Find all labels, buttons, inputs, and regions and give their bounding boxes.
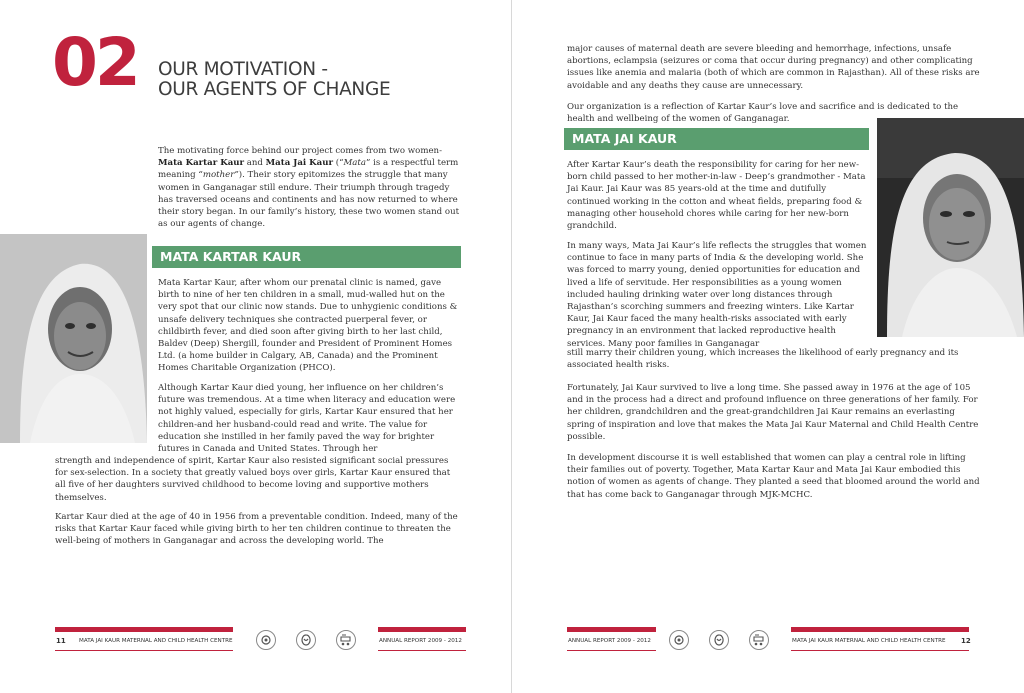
footer-rule-left <box>55 650 233 651</box>
jai-kaur-paragraph-3: Fortunately, Jai Kaur survived to live a long time. She passed away in 1976 at the age of 105 and in the process had a direct and profound influence on three generations of her family. For her children, grandchildren and the great-grandchildren Jai Kaur remains an everlasting spring of inspiration and love that makes the Mata Jai Kaur Maternal and Child Health Centre possible. <box>567 383 979 442</box>
fetus-icon <box>709 630 729 650</box>
chapter-title <box>158 60 390 100</box>
footer-bar-left <box>55 627 233 632</box>
pregnancy-icon <box>669 630 689 650</box>
kartar-kaur-paragraph-2a: Although Kartar Kaur died young, her influence on her children’s future was tremendous. At a time when literacy and education were not highly valued, especially for girls, Kartar Kaur ensured that her children-and her husband-could read and write. The value for education she instilled in her family paved the way for brighter futures in Canada and United States. Through her <box>158 383 456 455</box>
baby-stroller-icon <box>749 630 769 650</box>
footer-org-name: MATA JAI KAUR MATERNAL AND CHILD HEALTH CENTRE <box>79 638 233 644</box>
agents-of-change-paragraph: In development discourse it is well established that women can play a central role in lifting their families out of poverty. Together, Mata Kartar Kaur and Mata Jai Kaur embodied this notion of women as agents of change. They planted a seed that bloomed around the world and that has come back to Ganganagar through MJK-MCHC. <box>567 453 980 500</box>
right-page <box>512 0 1024 693</box>
footer-annual-report: ANNUAL REPORT 2009 - 2012 <box>379 638 462 644</box>
footer-rule-left-2 <box>378 650 466 651</box>
kartar-kaur-paragraph-2b: strength and independence of spirit, Kartar Kaur also resisted significant social pressures for sex-selection. In a society that greatly valued boys over girls, Kartar Kaur ensured that all five of her daughters survived childhood to become loving and supportive mothers themselves. <box>55 456 451 503</box>
jai-kaur-paragraph-2a: In many ways, Mata Jai Kaur’s life reflects the struggles that women continue to face in many parts of India & the developing world. She was forced to marry young, denied opportunities for education and lived a life of servitude. Her responsibilities as a young women included hauling drinking water over long distances through Rajasthan’s scorching summers and freezing winters. Like Kartar Kaur, Jai Kaur faced the many health-risks associated with early pregnancy in an environment that lacked reproductive health services. Many poor families in Ganganagar <box>567 241 867 349</box>
maternal-death-paragraph: major causes of maternal death are severe bleeding and hemorrhage, infections, unsafe abortions, eclampsia (seizures or coma that occur during pregnancy) and other complicating issues like anemia and malaria (both of which are common in Rajasthan). All of these risks are avoidable and any deaths they cause are unnecessary. <box>567 44 980 91</box>
chapter-title-line2: OUR AGENTS OF CHANGE <box>158 79 391 100</box>
kartar-kaur-portrait-image <box>0 234 147 443</box>
kartar-kaur-paragraph-3: Kartar Kaur died at the age of 40 in 1956 from a preventable condition. Indeed, many of the risks that Kartar Kaur faced while giving birth to her ten children continue to threaten the well-being of mothers in Ganganagar and across the developing world. The <box>55 512 458 547</box>
fetus-icon <box>296 630 316 650</box>
footer-bar-right <box>567 627 656 632</box>
baby-stroller-icon <box>336 630 356 650</box>
pregnancy-icon <box>256 630 276 650</box>
section-heading-jai-kaur: MATA JAI KAUR <box>564 128 869 150</box>
jai-kaur-photo <box>877 118 1024 337</box>
page-number: 11 <box>56 637 66 645</box>
footer-bar-left-2 <box>378 627 466 632</box>
footer-bar-right-2 <box>791 627 969 632</box>
organization-paragraph: Our organization is a reflection of Kartar Kaur’s love and sacrifice and is dedicated to the health and wellbeing of the women of Ganganagar. <box>567 102 959 125</box>
footer-rule-right <box>567 650 656 651</box>
jai-kaur-portrait-image <box>877 118 1024 337</box>
footer-annual-report-right: ANNUAL REPORT 2009 - 2012 <box>568 638 651 644</box>
chapter-number: 02 <box>52 24 138 101</box>
section-heading-kartar-kaur: MATA KARTAR KAUR <box>152 246 461 268</box>
footer-org-name-right: MATA JAI KAUR MATERNAL AND CHILD HEALTH CENTRE <box>792 638 946 644</box>
kartar-kaur-photo <box>0 234 147 443</box>
page-number-right: 12 <box>961 637 971 645</box>
jai-kaur-paragraph-1: After Kartar Kaur’s death the responsibility for caring for her new-born child passed to her mother-in-law - Deep’s grandmother - Mata Jai Kaur. Jai Kaur was 85 years-old at the time and dutifully continued working in the cotton and wheat fields, preparing food & managing other household chores while caring for her new-born grandchild. <box>567 160 866 232</box>
jai-kaur-paragraph-2b: still marry their children young, which increases the likelihood of early pregnancy and its associated health risks. <box>567 348 959 371</box>
chapter-title-line1: OUR MOTIVATION - <box>158 59 328 80</box>
kartar-kaur-paragraph-1: Mata Kartar Kaur, after whom our prenatal clinic is named, gave birth to nine of her ten children in a small, mud-walled hut on the very spot that our clinic now stands. Due to unhygienic conditions & unsafe delivery techniques she contracted puerperal fever, or childbirth fever, and died soon after giving birth to her last child, Baldev (Deep) Shergill, founder and President of Prominent Homes Ltd. (a home builder in Calgary, AB, Canada) and the Prominent Homes Charitable Organization (PHCO). <box>158 278 458 374</box>
intro-paragraph: The motivating force behind our project comes from two women-Mata Kartar Kaur and Mata Jai Kaur (“Mata” is a respectful term meaning “mother”). Their story epitomizes the struggle that many women in Ganganagar still endure. Their triumph through tragedy has traversed oceans and continents and has now returned to where their story began. In our family’s history, these two women stand out as our agents of change. <box>158 146 460 230</box>
footer-rule-right-2 <box>791 650 969 651</box>
